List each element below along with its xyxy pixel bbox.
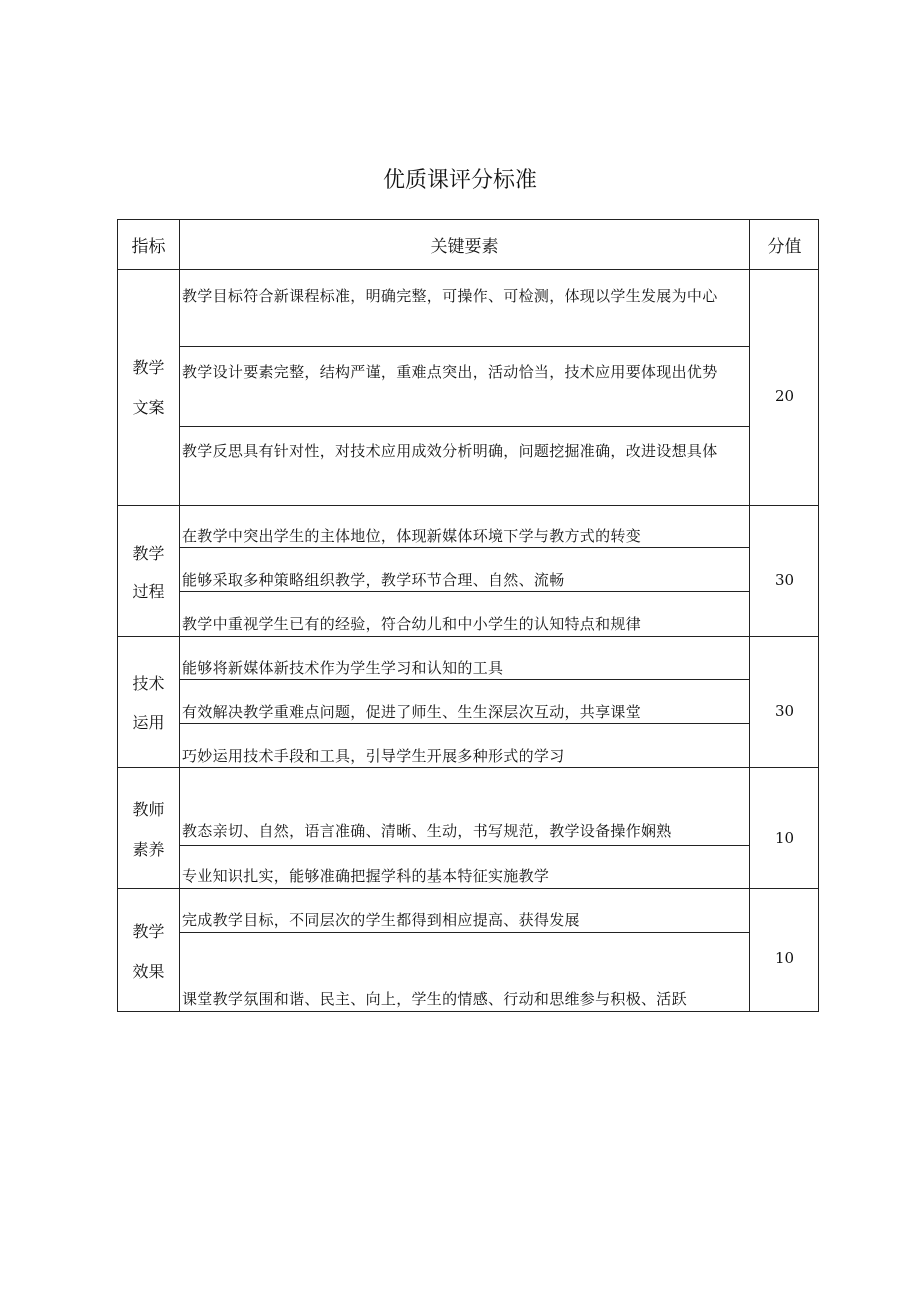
indicator-line: 运用 — [132, 713, 165, 732]
score-value: 10 — [774, 949, 795, 967]
column-divider — [179, 220, 180, 1011]
indicator-line: 技术 — [132, 674, 165, 693]
criterion-text: 有效解决教学重难点问题，促进了师生、生生深层次互动，共享课堂 — [182, 703, 642, 721]
indicator-line: 素养 — [132, 840, 165, 859]
header-key-elements: 关键要素 — [430, 237, 499, 257]
criterion-text: 完成教学目标，不同层次的学生都得到相应提高、获得发展 — [182, 911, 580, 929]
row-divider — [118, 505, 818, 506]
criterion-text: 教态亲切、自然，语言准确、清晰、生动，书写规范，教学设备操作娴熟 — [182, 822, 672, 840]
indicator-line: 教学 — [132, 358, 165, 377]
score-value: 30 — [774, 571, 795, 589]
row-divider — [118, 888, 818, 889]
score-value: 10 — [774, 829, 795, 847]
scoring-table — [117, 219, 819, 1012]
row-divider — [180, 547, 749, 548]
criterion-text: 在教学中突出学生的主体地位，体现新媒体环境下学与教方式的转变 — [182, 527, 642, 545]
indicator-line: 效果 — [132, 962, 165, 981]
row-divider — [180, 591, 749, 592]
row-divider — [180, 679, 749, 680]
criterion-text: 能够采取多种策略组织教学，教学环节合理、自然、流畅 — [182, 571, 565, 589]
row-divider — [180, 426, 749, 427]
indicator-line: 教学 — [132, 922, 165, 941]
row-divider — [118, 767, 818, 768]
criterion-text: 课堂教学氛围和谐、民主、向上，学生的情感、行动和思维参与积极、活跃 — [182, 990, 687, 1008]
row-divider — [118, 269, 818, 270]
criterion-text: 教学目标符合新课程标准，明确完整，可操作、可检测，体现以学生发展为中心 — [182, 287, 718, 305]
header-score: 分值 — [767, 237, 802, 257]
page-title: 优质课评分标准 — [382, 168, 537, 193]
score-value: 20 — [774, 387, 795, 405]
criterion-text: 教学中重视学生已有的经验，符合幼儿和中小学生的认知特点和规律 — [182, 615, 642, 633]
indicator-line: 教师 — [132, 800, 165, 819]
indicator-line: 过程 — [132, 582, 165, 601]
criterion-text: 能够将新媒体新技术作为学生学习和认知的工具 — [182, 659, 504, 677]
criterion-text: 专业知识扎实，能够准确把握学科的基本特征实施教学 — [182, 867, 550, 885]
row-divider — [118, 636, 818, 637]
criterion-text: 巧妙运用技术手段和工具，引导学生开展多种形式的学习 — [182, 747, 565, 765]
criterion-text: 教学设计要素完整，结构严谨，重难点突出，活动恰当，技术应用要体现出优势 — [182, 363, 718, 381]
row-divider — [180, 845, 749, 846]
row-divider — [180, 346, 749, 347]
row-divider — [180, 932, 749, 933]
indicator-line: 文案 — [132, 398, 165, 417]
criterion-text: 教学反思具有针对性，对技术应用成效分析明确，问题挖掘准确，改进设想具体 — [182, 442, 718, 460]
indicator-line: 教学 — [132, 544, 165, 563]
row-divider — [180, 723, 749, 724]
column-divider — [749, 220, 750, 1011]
score-value: 30 — [774, 702, 795, 720]
header-indicator: 指标 — [131, 237, 166, 257]
